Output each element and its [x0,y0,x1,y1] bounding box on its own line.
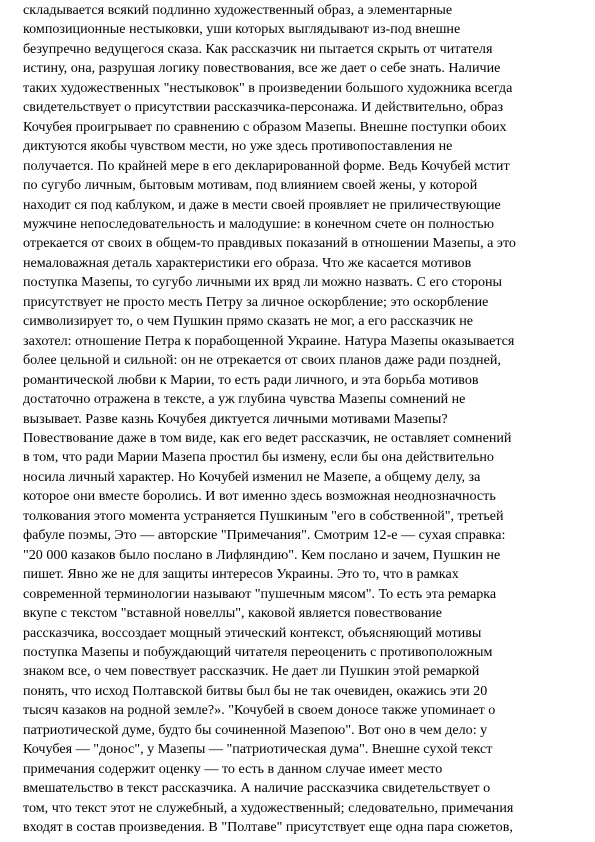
text-line: свидетельствует о присутствии рассказчика-персонажа. И действительно, образ [23,99,504,116]
text-line: рассказчика, воссоздает мощный этический контекст, объясняющий мотивы [23,624,482,641]
text-line: захотел: отношение Петра к порабощенной Украине. Натура Мазепы оказывается [23,332,515,349]
text-line: Повествование даже в том виде, как его ведет рассказчик, не оставляет сомнений [23,429,512,446]
text-line: романтической любви к Марии, то есть ради личного, и эта борьба мотивов [23,371,479,388]
text-line: складывается всякий подлинно художественный образ, а элементарные [23,2,453,18]
text-line: по сугубо личным, бытовым мотивам, под влиянием своей жены, у которой [23,177,478,194]
text-line: входят в состав произведения. В "Полтаве" присутствует еще одна пара сюжетов, [23,819,513,836]
text-line: Кочубея проигрывает по сравнению с образом Мазепы. Внешне поступки обоих [23,118,507,135]
text-line: фабуле поэмы, Это — авторские "Примечания". Смотрим 12-е — сухая справка: [23,527,506,544]
text-line: символизирует то, о чем Пушкин прямо сказать не мог, а его рассказчик не [23,313,474,330]
text-line: отрекается от своих в общем-то правдивых показаний в отношении Мазепы, а это [23,235,516,252]
text-line: получается. По крайней мере в его декларированной форме. Ведь Кочубей мстит [23,157,510,174]
text-line: безупречно ведущегося сказа. Как рассказчик ни пытается скрыть от читателя [23,40,493,57]
text-line: таких художественных "нестыковок" в произведении большого художника всегда [23,79,513,96]
text-line: примечания содержит оценку — то есть в данном случае имеет место [23,760,443,777]
text-line: более цельной и сильной: он не отрекается от своих планов даже ради поздней, [23,352,501,369]
text-line: носила личный характер. Но Кочубей изменил не Мазепе, а общему делу, за [23,468,481,485]
text-line: пишет. Явно же не для защиты интересов Украины. Это то, что в рамках [23,566,459,583]
text-line: патриотической думе, будто бы сочиненной Мазепою". Вот оно в чем дело: у [23,721,488,738]
text-line: в том, что ради Марии Мазепа простил бы измену, если бы она действительно [23,449,494,466]
text-line: понять, что исход Полтавской битвы был бы не так очевиден, окажись эти 20 [23,682,488,699]
text-line: истину, она, разрушая логику повествования, все же дает о себе знать. Наличие [23,60,501,77]
text-line: поступка Мазепы и побуждающий читателя переоценить с противоположным [23,643,493,660]
text-line: которое они вместе боролись. И вот именно здесь возможная неоднозначность [23,488,496,505]
text-line: немаловажная деталь характеристики его образа. Что же касается мотивов [23,254,472,271]
text-line: тысяч казаков на родной земле?». "Кочубей в своем доносе также упоминает о [23,702,496,719]
text-line: современной терминологии называют "пушечным мясом". То есть эта ремарка [23,585,497,602]
text-line: толкования этого момента устраняется Пушкиным "его в собственной", третьей [23,507,504,524]
text-line: мужчине непоследовательность и малодушие: в конечном счете он полностью [23,215,494,232]
text-line: Кочубея — "донос", у Мазепы — "патриотическая дума". Внешне сухой текст [23,741,493,758]
text-line: знаком все, о чем повествует рассказчик. Не дает ли Пушкин этой ремаркой [23,663,480,680]
text-line: находит ся под каблуком, и даже в мести своей проявляет не приличествующие [23,196,501,213]
text-line: достаточно отражена в тексте, а уж глубина чувства Мазепы сомнений не [23,391,466,408]
text-line: том, что текст этот не служебный, а художественный; следовательно, примечания [23,799,514,816]
text-line: вызывает. Разве казнь Кочубея диктуется личными мотивами Мазепы? [23,410,448,427]
text-line: диктуются якобы чувством мести, но уже здесь противопоставления не [23,138,453,155]
text-line: вмешательство в текст рассказчика. А наличие рассказчика свидетельствует о [23,780,491,797]
text-line: поступка Мазепы, то сугубо личными их вряд ли можно назвать. С его стороны [23,274,503,291]
text-line: композиционные нестыковки, уши которых выглядывают из-под внешне [23,21,461,38]
document-page [23,1,575,837]
text-line: присутствует не просто месть Петру за личное оскорбление; это оскорбление [23,293,489,310]
text-line: вкупе с текстом "вставной новеллы", каковой является повествование [23,605,442,622]
text-line: "20 000 казаков было послано в Лифляндию". Кем послано и зачем, Пушкин не [23,546,501,563]
